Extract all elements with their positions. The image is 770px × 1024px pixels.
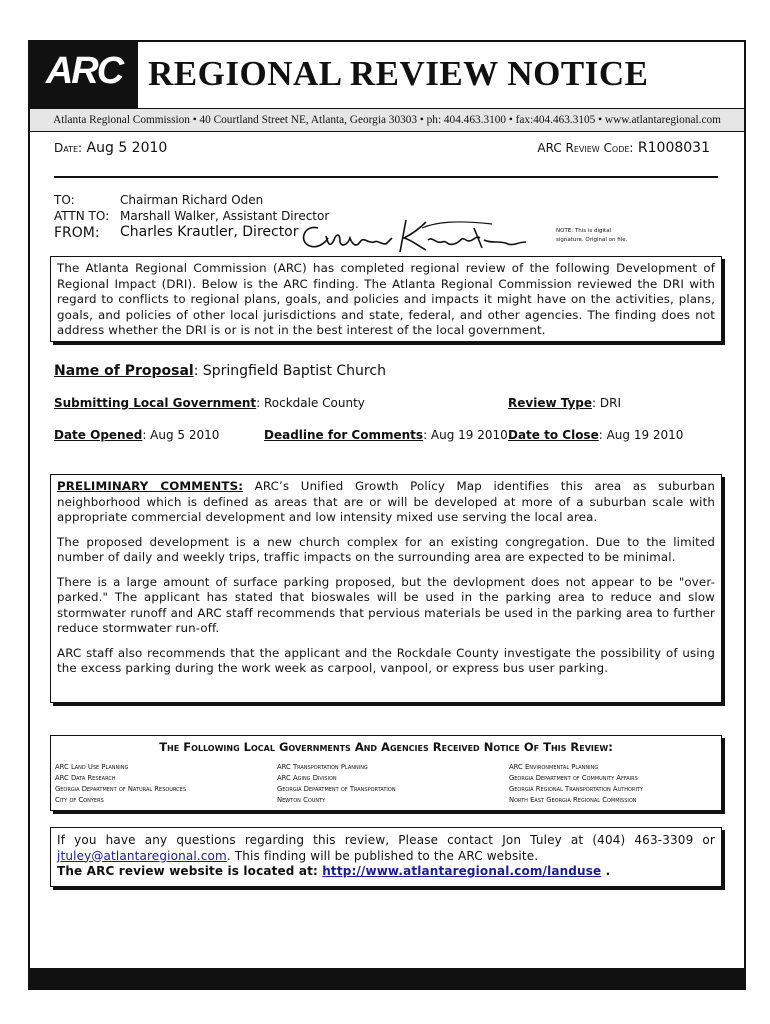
deadline-label: Deadline for Comments [264,428,424,442]
agency-item: ARC Aging Division [277,774,337,782]
review-code-row [537,140,710,156]
signature [296,214,528,258]
intro-paragraph: The Atlanta Regional Commission (ARC) has completed regional review of the following Development of Regional Impact (DRI). Below is the ARC finding. The Atlanta Regional Commission reviewed the DRI with regard to conflicts to regional plans, goals, and policies and impacts it might have on the activities, plans, goals, and policies of other local jurisdictions and state, federal, and other agencies. The finding does not address whether the DRI is or is not in the best interest of the local government. [57,261,715,337]
contact-box [50,827,722,887]
date-label: Date: [54,141,83,155]
website-label: The ARC review website is located at: [57,864,323,878]
logo-text: ARC [45,50,123,92]
comments-paragraph-3: There is a large amount of surface parking proposed, but the devlopment does not appear to be "over-parked." The applicant has stated that bioswales will be used in the parking area to reduce and slow stormwater runoff and ARC staff recommends that pervious materials be used in the parking area to further reduce stormwater run-off. [57,574,715,635]
attn-label: ATTN TO: [54,209,110,223]
agency-item: ARC Land Use Planning [55,763,129,771]
website-link[interactable]: http://www.atlantaregional.com/landuse [322,864,602,878]
review-type [508,396,621,410]
deadline-value: : Aug 19 2010 [423,428,508,442]
agency-item: Georgia Department of Transportation [277,785,396,793]
date-opened-value: : Aug 5 2010 [142,428,220,442]
signature-note: NOTE: This is digital signature. Original on file. [556,228,628,243]
contact-email-link[interactable]: jtuley@atlantaregional.com [57,848,227,863]
submitting-government [54,396,365,410]
submitting-label: Submitting Local Government [54,396,257,410]
to-label: TO: [54,193,75,207]
date-to-close [508,428,683,442]
deadline [264,428,508,442]
from-value: Charles Krautler, Director [120,224,299,240]
agency-item: North East Georgia Regional Commission [509,796,637,804]
comments-paragraph-2: The proposed development is a new church complex for an existing congregation. Due to the limited number of daily and weekly trips, traffic impacts on the surrounding area are expected to be minimal. [57,534,715,564]
page-title: REGIONAL REVIEW NOTICE [148,54,649,93]
date-to-close-label: Date to Close [508,428,599,442]
date-opened-label: Date Opened [54,428,143,442]
comments-paragraph-1 [57,479,715,526]
agency-item: ARC Environmental Planning [509,763,599,771]
agencies-title: The Following Local Governments And Agencies Received Notice Of This Review: [159,740,613,754]
comments-paragraph-4: ARC staff also recommends that the applicant and the Rockdale County investigate the possibility of using the excess parking during the work week as carpool, vanpool, or express bus user parking. [57,645,715,675]
comments-box [50,474,722,703]
to-value: Chairman Richard Oden [120,193,264,207]
contact-text: If you have any questions regarding this review, Please contact Jon Tuley at (404) 463-3309 or [57,833,715,847]
submitting-value: : Rockdale County [256,396,365,410]
agencies-box [50,735,722,811]
comments-label: PRELIMINARY COMMENTS: [57,479,244,493]
agency-item: Georgia Department of Natural Resources [55,785,187,793]
proposal-name-label: Name of Proposal [54,363,194,379]
divider [54,176,718,178]
agency-item: ARC Data Research [55,774,116,782]
agency-item: Newton County [277,796,326,804]
comments-text-1: ARC’s Unified Growth Policy Map identifies this area as suburban neighborhood which is defined as areas that are or will be developed at more of a suburban scale with appropriate commercial development and low intensity mixed use serving the local area. [57,479,716,524]
contact-text-end: . This finding will be published to the ARC website. [226,848,539,863]
intro-box [50,256,722,342]
review-code-value: R1008031 [637,140,710,156]
agencies-column-1 [55,762,186,806]
address-bar: Atlanta Regional Commission • 40 Courtland Street NE, Atlanta, Georgia 30303 • ph: 404.463.3100 • fax:404.463.3105 • www.atlantaregional.com [30,108,744,132]
proposal-name-value: : Springfield Baptist Church [193,363,386,379]
date-opened [54,428,219,442]
agencies-column-2 [277,762,396,806]
agency-item: ARC Transportation Planning [277,763,368,771]
contact-paragraph [57,833,715,880]
agency-item: Georgia Department of Community Affairs [509,774,638,782]
agencies-column-3 [509,762,643,806]
attn-value: Marshall Walker, Assistant Director [120,209,330,223]
website-end: . [601,864,611,878]
agency-item: Georgia Regional Transportation Authority [509,785,644,793]
review-code-label: ARC Review Code: [537,141,634,155]
bottom-bar [28,968,746,990]
review-type-label: Review Type [508,396,593,410]
arc-logo [30,42,138,108]
from-label: FROM: [54,225,100,241]
proposal-name [54,363,386,379]
date-to-close-value: : Aug 19 2010 [598,428,684,442]
agency-item: City of Conyers [55,796,104,804]
date-row [54,140,167,156]
date-value: Aug 5 2010 [86,140,168,156]
review-type-value: : DRI [592,396,622,410]
